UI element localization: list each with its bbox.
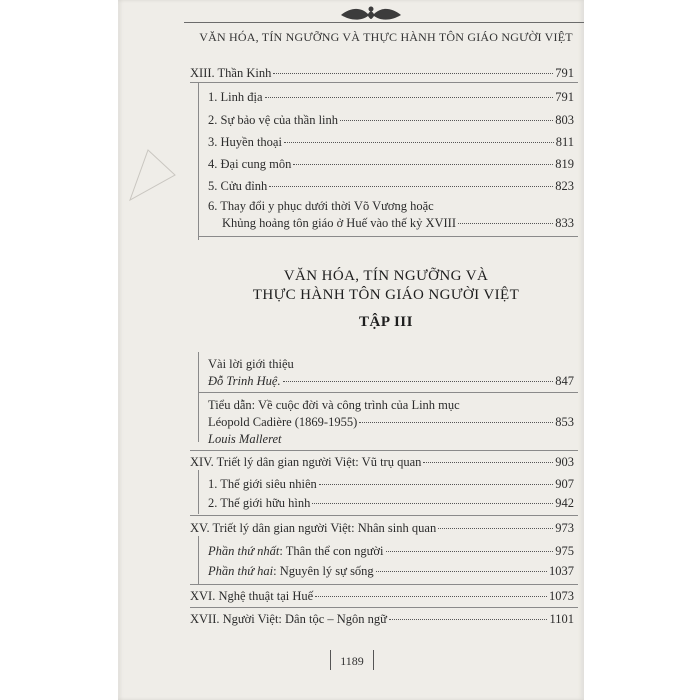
toc-author: Đỗ Trinh Huệ. — [208, 374, 281, 388]
toc-item — [208, 90, 574, 105]
margin-doodle-icon — [120, 140, 180, 210]
toc-label: 2. Thế giới hữu hình — [208, 496, 311, 510]
toc-page-number: 811 — [555, 135, 574, 149]
toc-page-number: 853 — [555, 415, 574, 429]
dot-leader — [293, 164, 553, 165]
toc-page-number: 847 — [555, 374, 574, 388]
toc-label: Léopold Cadière (1869-1955) — [208, 415, 358, 429]
toc-label: XIII. Thần Kinh — [190, 66, 272, 80]
dot-leader — [273, 73, 553, 74]
toc-item — [208, 544, 574, 559]
dot-leader — [386, 551, 554, 552]
page-number: 1189 — [340, 654, 364, 668]
vertical-rule — [198, 470, 199, 514]
toc-chapter-xvii — [190, 612, 574, 627]
dot-leader — [359, 422, 553, 423]
divider — [190, 450, 578, 451]
toc-label: 1. Thế giới siêu nhiên — [208, 477, 317, 491]
toc-label: 3. Huyền thoại — [208, 135, 282, 149]
vertical-rule — [198, 82, 199, 240]
toc-chapter-xiv — [190, 455, 574, 470]
vertical-rule — [198, 536, 199, 584]
toc-label: XVII. Người Việt: Dân tộc – Ngôn ngữ — [190, 612, 387, 626]
divider — [190, 515, 578, 516]
toc-page-number: 833 — [555, 216, 574, 230]
toc-label: 2. Sự bảo vệ của thần linh — [208, 113, 339, 127]
toc-chapter-xiii — [190, 66, 574, 81]
toc-label: XIV. Triết lý dân gian người Việt: Vũ trụ quan — [190, 455, 422, 469]
toc-part-label: Phần thứ hai — [208, 564, 274, 578]
toc-page-number: 942 — [555, 496, 574, 510]
running-head: VĂN HÓA, TÍN NGƯỠNG VÀ THỰC HÀNH TÔN GIÁO NGƯỜI VIỆT — [199, 30, 573, 44]
dot-leader — [269, 186, 553, 187]
divider — [190, 82, 578, 83]
toc-label: : Thân thể con người — [279, 544, 384, 558]
toc-item — [208, 179, 574, 194]
dot-leader — [389, 619, 548, 620]
toc-item — [208, 415, 574, 430]
toc-label: 5. Cửu đỉnh — [208, 179, 268, 193]
toc-author: Louis Malleret — [208, 432, 282, 446]
header-rule — [184, 22, 584, 23]
toc-item — [208, 135, 574, 150]
toc-item — [208, 477, 574, 492]
dot-leader — [423, 462, 553, 463]
toc-item — [222, 216, 574, 231]
dot-leader — [340, 120, 553, 121]
volume-heading-line2: THỰC HÀNH TÔN GIÁO NGƯỜI VIỆT — [252, 287, 520, 303]
toc-part-label: Phần thứ nhất — [208, 544, 280, 558]
toc-page-number: 819 — [555, 157, 574, 171]
dot-leader — [312, 503, 553, 504]
toc-page-number: 1037 — [549, 564, 574, 578]
divider — [190, 584, 578, 585]
preface-title: Tiểu dẫn: Về cuộc đời và công trình của Linh mục — [208, 398, 460, 412]
toc-chapter-xv — [190, 521, 574, 536]
divider — [198, 392, 578, 393]
dot-leader — [284, 142, 554, 143]
dot-leader — [458, 223, 553, 224]
vertical-rule — [198, 352, 199, 442]
toc-page-number: 1073 — [549, 589, 574, 603]
toc-item — [208, 113, 574, 128]
dot-leader — [265, 97, 554, 98]
toc-page-number: 791 — [555, 90, 574, 104]
toc-label: 1. Linh địa — [208, 90, 263, 104]
dot-leader — [319, 484, 553, 485]
dot-leader — [315, 596, 547, 597]
toc-page-number: 907 — [555, 477, 574, 491]
volume-heading-line1: VĂN HÓA, TÍN NGƯỠNG VÀ — [283, 268, 489, 284]
toc-item — [208, 374, 574, 389]
toc-page-number: 975 — [555, 544, 574, 558]
toc-chapter-xvi — [190, 589, 574, 604]
intro-title: Vài lời giới thiệu — [208, 357, 294, 371]
toc-page-number: 823 — [555, 179, 574, 193]
toc-item — [208, 157, 574, 172]
toc-page-number: 1101 — [549, 612, 574, 626]
toc-page-number: 803 — [555, 113, 574, 127]
divider — [198, 236, 578, 237]
toc-label: Khủng hoảng tôn giáo ở Huế vào thế kỷ XVIII — [222, 216, 456, 230]
toc-page-number: 791 — [555, 66, 574, 80]
toc-item-line: 6. Thay đổi y phục dưới thời Võ Vương hoặc — [208, 199, 434, 213]
dot-leader — [438, 528, 553, 529]
toc-label: XV. Triết lý dân gian người Việt: Nhân sinh quan — [190, 521, 437, 535]
volume-number: TẬP III — [359, 314, 413, 330]
dot-leader — [376, 571, 547, 572]
folio-bar — [373, 650, 374, 670]
toc-item — [208, 564, 574, 579]
toc-label: 4. Đại cung môn — [208, 157, 292, 171]
toc-label: : Nguyên lý sự sống — [273, 564, 374, 578]
toc-page-number: 973 — [555, 521, 574, 535]
toc-page-number: 903 — [555, 455, 574, 469]
dot-leader — [283, 381, 554, 382]
divider — [190, 607, 578, 608]
toc-label: XVI. Nghệ thuật tại Huế — [190, 589, 314, 603]
toc-item — [208, 496, 574, 511]
